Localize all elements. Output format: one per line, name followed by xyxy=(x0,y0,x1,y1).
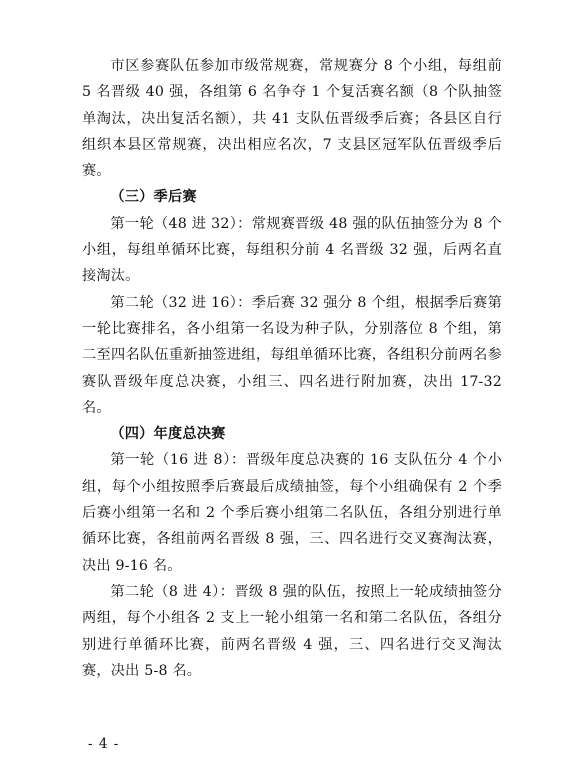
heading-playoffs: （三）季后赛 xyxy=(110,189,197,206)
page-number: - 4 - xyxy=(88,736,120,752)
heading-annual-finals: （四）年度总决赛 xyxy=(110,426,226,443)
paragraph-finals-round-2: 第二轮（8 进 4）：晋级 8 强的队伍，按照上一轮成绩抽签分两组，每个小组各 2 支上一轮小组第一名和第二名队伍，各组分别进行单循环比赛，前两名晋级 4 强，三、四名进行交叉淘汰赛，决出 5-8 名。 xyxy=(82,583,502,679)
paragraph-playoffs-round-1: 第一轮（48 进 32）：常规赛晋级 48 强的队伍抽签分为 8 个小组，每组单循环比赛，每组积分前 4 名晋级 32 强，后两名直接淘汰。 xyxy=(82,215,502,285)
paragraph-playoffs-round-2: 第二轮（32 进 16）：季后赛 32 强分 8 个组，根据季后赛第一轮比赛排名，各小组第一名设为种子队，分别落位 8 个组，第二至四名队伍重新抽签进组，每组单循环比赛，各组积分前两名参赛队晋级年度总决赛，小组三、四名进行附加赛，决出 17-32 名。 xyxy=(82,294,502,416)
paragraph-regular-season: 市区参赛队伍参加市级常规赛，常规赛分 8 个小组，每组前 5 名晋级 40 强，各组第 6 名争夺 1 个复活赛名额（8 个队抽签单淘汰，决出复活名额），共 41 支队伍晋级季后赛；各县区自行组织本县区常规赛，决出相应名次，7 支县区冠军队伍晋级季后赛。 xyxy=(82,58,502,180)
document-body xyxy=(82,53,502,684)
paragraph-finals-round-1: 第一轮（16 进 8）：晋级年度总决赛的 16 支队伍分 4 个小组，每个小组按照季后赛最后成绩抽签，每个小组确保有 2 个季后赛小组第一名和 2 个季后赛小组第二名队伍，各组分别进行单循环比赛，各组前两名晋级 8 强，三、四名进行交叉赛淘汰赛，决出 9-16 名。 xyxy=(82,452,502,574)
